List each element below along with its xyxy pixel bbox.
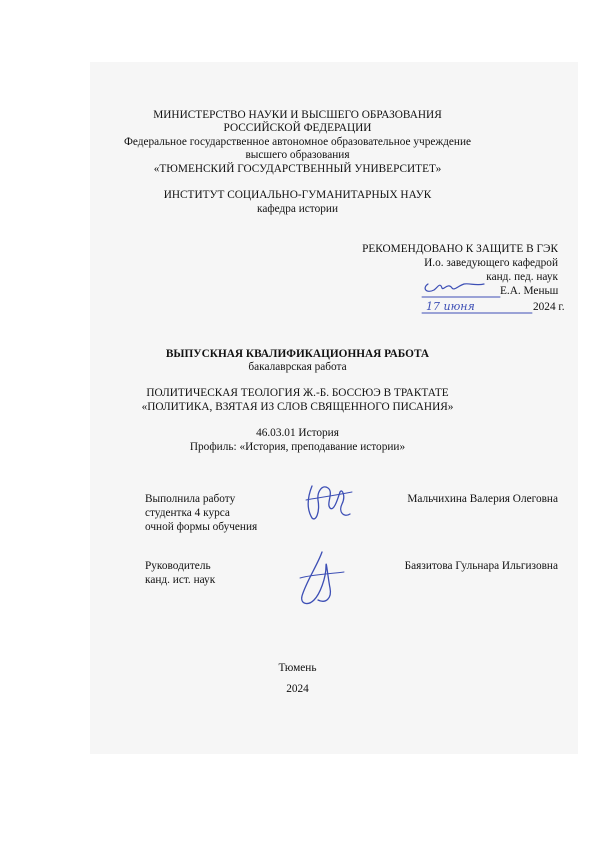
student-name: Мальчихина Валерия Олеговна: [407, 493, 558, 505]
handwritten-date: 17 июня: [426, 300, 475, 313]
city: Тюмень: [278, 662, 317, 674]
work-subtype: бакалаврская работа: [248, 361, 347, 373]
student-signature: [298, 478, 358, 526]
student-role-line-3: очной формы обучения: [145, 521, 258, 533]
student-role-line-2: студентка 4 курса: [145, 507, 230, 519]
work-title-line-1: ПОЛИТИЧЕСКАЯ ТЕОЛОГИЯ Ж.-Б. БОССЮЭ В ТРАКТАТЕ: [146, 387, 449, 399]
institute-name: ИНСТИТУТ СОЦИАЛЬНО-ГУМАНИТАРНЫХ НАУК: [163, 189, 432, 201]
department-name: кафедра истории: [257, 203, 338, 215]
institution-line-1: Федеральное государственное автономное образовательное учреждение: [123, 136, 472, 148]
footer-year: 2024: [286, 683, 309, 695]
profile: Профиль: «История, преподавание истории»: [189, 441, 406, 453]
approval-name: Е.А. Меньш: [500, 285, 559, 297]
approval-title: РЕКОМЕНДОВАНО К ЗАЩИТЕ В ГЭК: [362, 243, 558, 255]
supervisor-name: Баязитова Гульнара Ильгизовна: [404, 560, 558, 572]
university-name: «ТЮМЕНСКИЙ ГОСУДАРСТВЕННЫЙ УНИВЕРСИТЕТ»: [153, 163, 442, 175]
student-role-line-1: Выполнила работу: [145, 493, 236, 505]
approval-degree: канд. пед. наук: [486, 271, 558, 283]
supervisor-signature: [292, 548, 352, 610]
approval-position: И.о. заведующего кафедрой: [424, 257, 558, 269]
approval-signature-and-date: [420, 278, 535, 318]
supervisor-role-line-2: канд. ист. наук: [145, 574, 216, 586]
work-type: ВЫПУСКНАЯ КВАЛИФИКАЦИОННАЯ РАБОТА: [165, 348, 430, 360]
ministry-line-2: РОССИЙСКОЙ ФЕДЕРАЦИИ: [223, 122, 372, 134]
supervisor-role-line-1: Руководитель: [145, 560, 211, 572]
approval-year: 2024 г.: [533, 301, 565, 313]
institution-line-2: высшего образования: [245, 149, 350, 161]
ministry-line-1: МИНИСТЕРСТВО НАУКИ И ВЫСШЕГО ОБРАЗОВАНИЯ: [153, 109, 442, 121]
specialty-code: 46.03.01 История: [256, 427, 339, 439]
work-title-line-2: «ПОЛИТИКА, ВЗЯТАЯ ИЗ СЛОВ СВЯЩЕННОГО ПИСАНИЯ»: [141, 401, 454, 413]
head-signature: [425, 284, 484, 292]
